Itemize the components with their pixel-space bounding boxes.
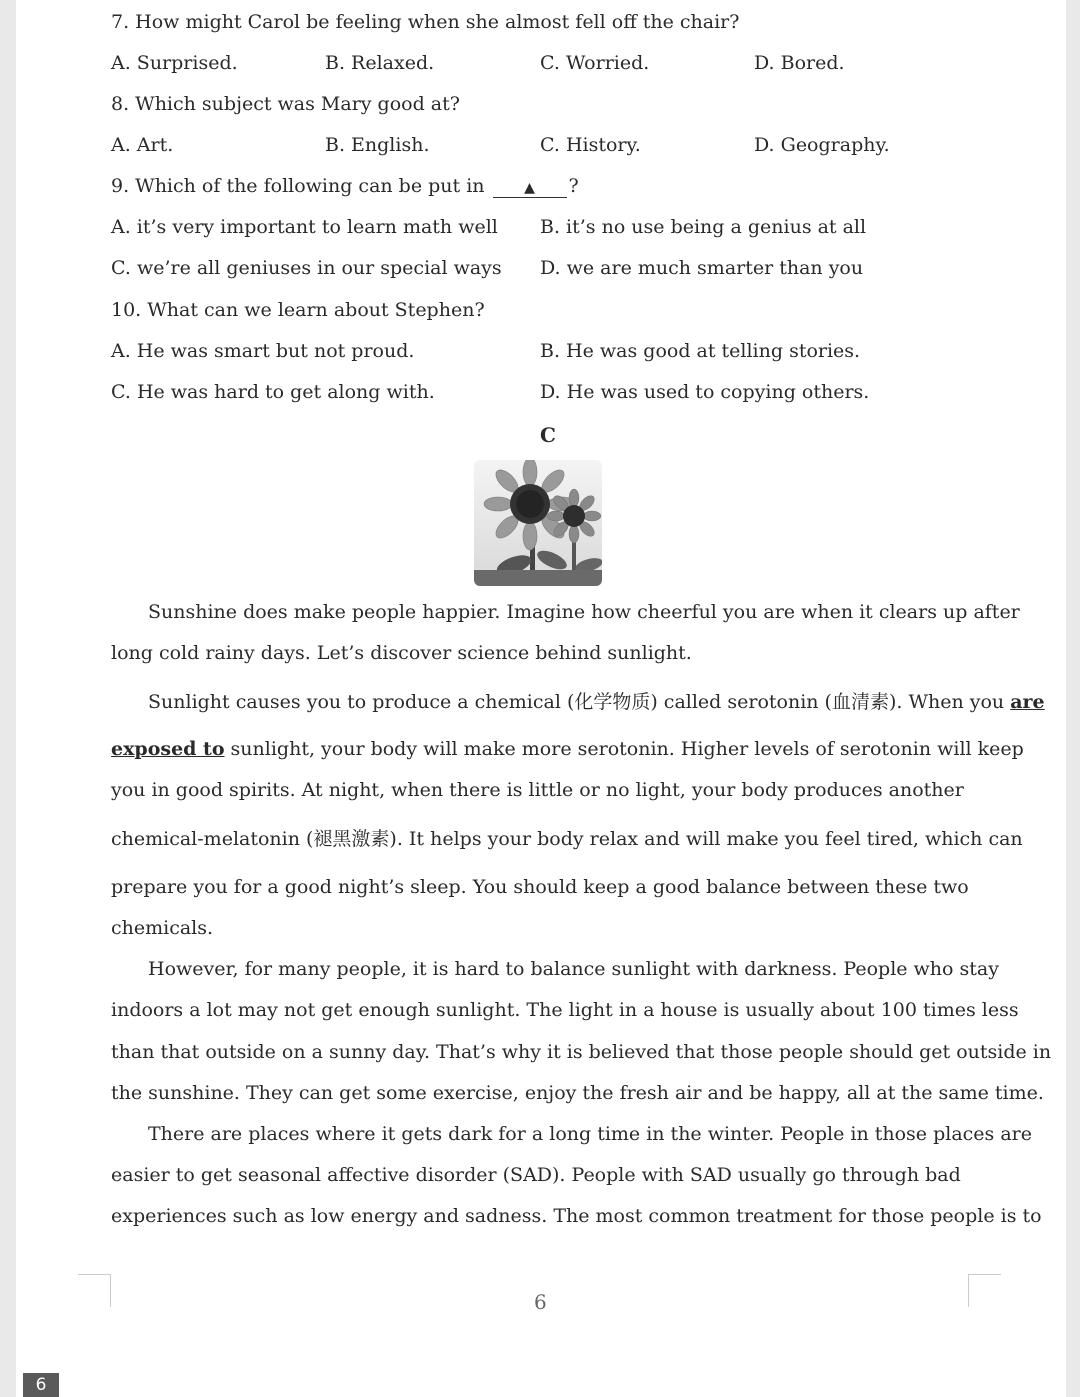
section-heading: C <box>540 423 556 447</box>
page-indicator-badge[interactable]: 6 <box>23 1373 59 1397</box>
q9-option-a: A. it’s very important to learn math well <box>111 216 498 238</box>
answer-blank-triangle-icon: ▲ <box>493 179 567 198</box>
passage-line-10: indoors a lot may not get enough sunlight. The light in a house is usually about 100 times less <box>111 999 1019 1021</box>
crop-mark-right <box>968 1274 1001 1307</box>
page-number: 6 <box>534 1290 547 1314</box>
q10-option-b: B. He was good at telling stories. <box>540 340 861 362</box>
underlined-phrase-part-2: exposed to <box>111 738 225 760</box>
q7-option-a: A. Surprised. <box>111 52 238 74</box>
passage-line-11: than that outside on a sunny day. That’s why it is believed that those people should get outside in <box>111 1041 1052 1063</box>
question-7: 7. How might Carol be feeling when she almost fell off the chair? <box>111 11 740 33</box>
question-8: 8. Which subject was Mary good at? <box>111 93 460 115</box>
sunflower-photo-icon <box>474 460 602 586</box>
passage-line-14: easier to get seasonal affective disorder (SAD). People with SAD usually go through bad <box>111 1164 961 1186</box>
question-9 <box>111 174 579 198</box>
passage-line-13: There are places where it gets dark for a long time in the winter. People in those places are <box>148 1123 1032 1145</box>
underlined-phrase-part-1: are <box>1010 691 1045 713</box>
passage-line-3 <box>148 690 1045 714</box>
q7-option-c: C. Worried. <box>540 52 650 74</box>
passage-line-7: prepare you for a good night’s sleep. You should keep a good balance between these two <box>111 876 969 898</box>
q7-option-b: B. Relaxed. <box>325 52 435 74</box>
passage-line-15: experiences such as low energy and sadness. The most common treatment for those people is to <box>111 1205 1042 1227</box>
passage-line-5: you in good spirits. At night, when there is little or no light, your body produces another <box>111 779 964 801</box>
passage-line-9: However, for many people, it is hard to balance sunlight with darkness. People who stay <box>148 958 999 980</box>
passage-line-4-text: sunlight, your body will make more serotonin. Higher levels of serotonin will keep <box>224 738 1024 760</box>
document-page <box>16 0 1066 1397</box>
q8-option-c: C. History. <box>540 134 641 156</box>
passage-line-6: chemical-melatonin (褪黑激素). It helps your body relax and will make you feel tired, which can <box>111 828 1023 850</box>
q8-option-a: A. Art. <box>111 134 174 156</box>
question-9-mark: ? <box>568 175 579 197</box>
passage-line-12: the sunshine. They can get some exercise, enjoy the fresh air and be happy, all at the same time. <box>111 1082 1044 1104</box>
q10-option-c: C. He was hard to get along with. <box>111 381 435 403</box>
q8-option-d: D. Geography. <box>754 134 890 156</box>
q9-option-b: B. it’s no use being a genius at all <box>540 216 867 238</box>
q8-option-b: B. English. <box>325 134 430 156</box>
passage-line-8: chemicals. <box>111 917 214 939</box>
crop-mark-left <box>78 1274 111 1307</box>
q7-option-d: D. Bored. <box>754 52 845 74</box>
passage-line-4 <box>111 737 1024 761</box>
q9-option-d: D. we are much smarter than you <box>540 257 864 279</box>
passage-line-2: long cold rainy days. Let’s discover science behind sunlight. <box>111 642 692 664</box>
passage-line-1: Sunshine does make people happier. Imagine how cheerful you are when it clears up after <box>148 601 1020 623</box>
q10-option-a: A. He was smart but not proud. <box>111 340 415 362</box>
q10-option-d: D. He was used to copying others. <box>540 381 870 403</box>
question-9-text: 9. Which of the following can be put in <box>111 175 485 197</box>
q9-option-c: C. we’re all geniuses in our special ways <box>111 257 502 279</box>
passage-line-3-text: Sunlight causes you to produce a chemical (化学物质) called serotonin (血清素). When you <box>148 691 1011 713</box>
question-10: 10. What can we learn about Stephen? <box>111 299 485 321</box>
